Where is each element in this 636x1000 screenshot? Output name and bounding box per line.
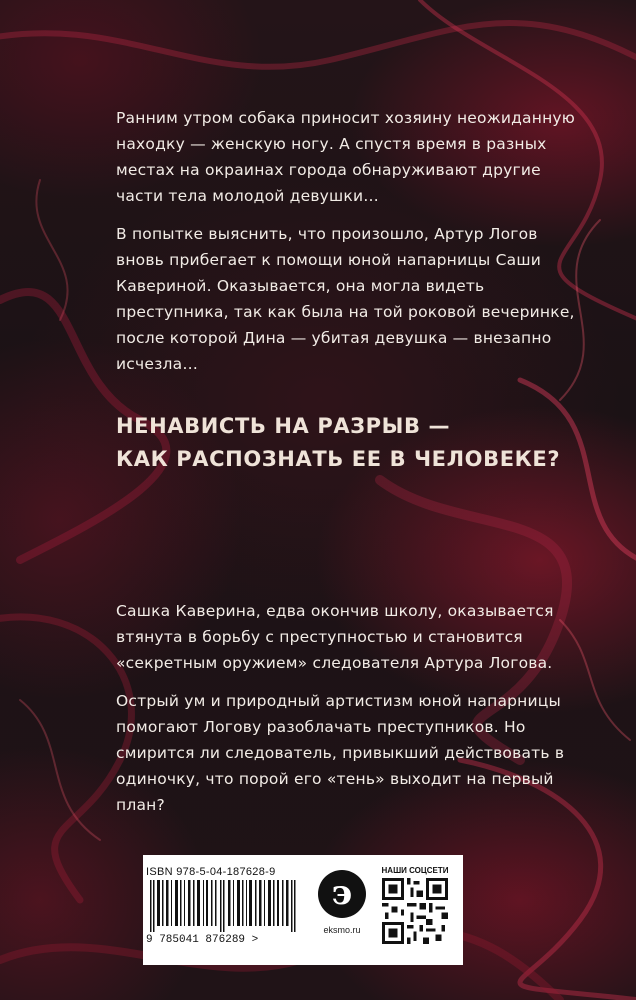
annotation-paragraph: Сашка Каверина, едва окончив школу, оказывается втянута в борьбу с преступностью и становится «секретным оружием» следователя Артура Логова.	[116, 602, 554, 672]
barcode	[148, 880, 298, 932]
isbn-label: ISBN 978-5-04-187628-9	[146, 866, 276, 878]
annotation-top	[116, 105, 586, 389]
social-label: НАШИ СОЦСЕТИ	[381, 866, 449, 875]
annotation-paragraph: Острый ум и природный артистизм юной напарницы помогают Логову разоблачать преступников. Но смирится ли следователь, привыкший действовать в одиночку, что порой его «тень» выходит на первый план?	[116, 692, 565, 814]
slogan	[116, 410, 616, 476]
publisher-logo[interactable]	[312, 870, 372, 945]
barcode-digits: 9 785041 876289 >	[146, 934, 259, 946]
slogan-line: НЕНАВИСТЬ НА РАЗРЫВ —	[116, 414, 451, 438]
publisher-site[interactable]: eksmo.ru	[323, 925, 361, 935]
annotation-paragraph: В попытке выяснить, что произошло, Артур Логов вновь прибегает к помощи юной напарницы Саши Кавериной. Оказывается, она могла видеть преступника, так как была на той роковой вечеринке, после которой Дина — убитая девушка — внезапно исчезла…	[116, 225, 575, 373]
eksmo-logo-glyph-icon: э	[331, 873, 353, 913]
annotation-bottom	[116, 598, 586, 830]
qr-code-icon[interactable]	[382, 878, 448, 944]
slogan-line: КАК РАСПОЗНАТЬ ЕЕ В ЧЕЛОВЕКЕ?	[116, 447, 561, 471]
annotation-paragraph: Ранним утром собака приносит хозяину неожиданную находку — женскую ногу. А спустя время в разных местах на окраинах города обнаруживают другие части тела молодой девушки…	[116, 109, 576, 205]
